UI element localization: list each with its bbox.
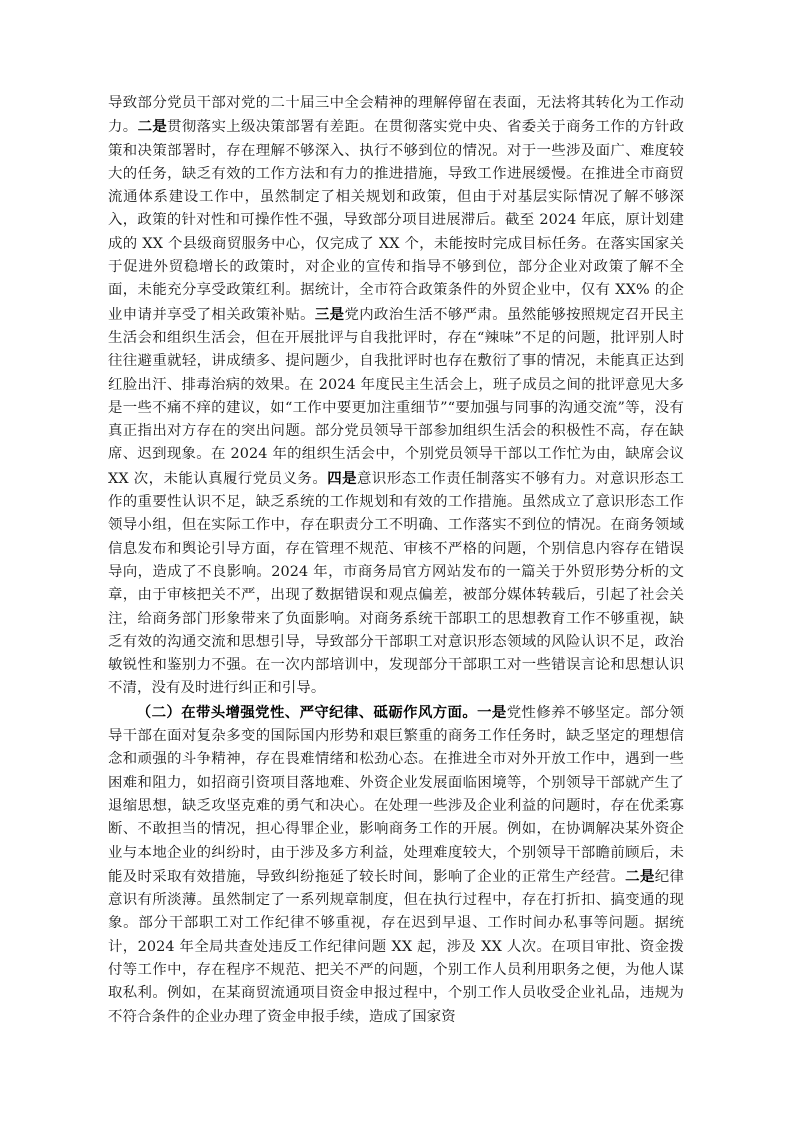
body-text: 意识形态工作责任制落实不够有力。对意识形态工作的重要性认识不足，缺乏系统的工作规划和有效的工作措施。虽然成立了意识形态工作领导小组，但在实际工作中，存在职责分工不明确、工作落实不到位的情况。在商务领域信息发布和舆论引导方面，存在管理不规范、审核不严格的问题，个别信息内容存在错误导向，造成了不良影响。2024 年，市商务局官方网站发布的一篇关于外贸形势分析的文章，由于审核把关不严，出现了数据错误和观点偏差，被部分媒体转载后，引起了社会关注，给商务部门形象带来了负面影响。对商务系统干部职工的思想教育工作不够重视，缺乏有效的沟通交流和思想引导，导致部分干部职工对意识形态领域的风险认识不足，政治敏锐性和鉴别力不强。在一次内部培训中，发现部分干部职工对一些错误言论和思想认识不清，没有及时进行纠正和引导。 <box>108 470 684 697</box>
bold-lead-phrase: 四是 <box>327 469 357 487</box>
bold-lead-phrase: （二）在带头增强党性、严守纪律、砥砺作风方面。一是 <box>136 703 507 721</box>
body-text: 党性修养不够坚定。部分领导干部在面对复杂多变的国际国内形势和艰巨繁重的商务工作任务时，缺乏坚定的理想信念和顽强的斗争精神，存在畏难情绪和松劲心态。在推进全市对外开放工作中，遇到一些困难和阻力，如招商引资项目落地难、外资企业发展面临困境等，个别领导干部就产生了退缩思想，缺乏攻坚克难的勇气和决心。在处理一些涉及企业利益的问题时，存在优柔寡断、不敢担当的情况，担心得罪企业，影响商务工作的开展。例如，在协调解决某外资企业与本地企业的纠纷时，由于涉及多方利益，处理难度较大，个别领导干部瞻前顾后，未能及时采取有效措施，导致纠纷拖延了较长时间，影响了企业的正常生产经营。 <box>108 704 684 885</box>
bold-lead-phrase: 二是 <box>625 867 655 885</box>
document-page <box>108 92 684 1029</box>
body-text: 导致部分党员干部对党的二十届三中全会精神的理解停留在表面，无法将其转化为工作动力。 <box>108 95 684 136</box>
body-text: 贯彻落实上级决策部署有差距。在贯彻落实党中央、省委关于商务工作的方针政策和决策部署时，存在理解不够深入、执行不够到位的情况。对于一些涉及面广、难度较大的任务，缺乏有效的工作方法和有力的推进措施，导致工作进展缓慢。在推进全市商贸流通体系建设工作中，虽然制定了相关规划和政策，但由于对基层实际情况了解不够深入，政策的针对性和可操作性不强，导致部分项目进展滞后。截至 2024 年底，原计划建成的 XX 个县级商贸服务中心，仅完成了 XX 个，未能按时完成目标任务。在落实国家关于促进外贸稳增长的政策时，对企业的宣传和指导不够到位，部分企业对政策了解不全面，未能充分享受政策红利。据统计，全市符合政策条件的外贸企业中，仅有 XX% 的企业申请并享受了相关政策补贴。 <box>108 119 685 323</box>
body-text: 党内政治生活不够严肃。虽然能够按照规定召开民主生活会和组织生活会，但在开展批评与自我批评时，存在“辣味”不足的问题，批评别人时往往避重就轻，讲成绩多、提问题少，自我批评时也存在敷衍了事的情况，未能真正达到红脸出汗、排毒治病的效果。在 2024 年度民主生活会上，班子成员之间的批评意见大多是一些不痛不痒的建议，如“工作中要更加注重细节”“要加强与同事的沟通交流”等，没有真正指出对方存在的突出问题。部分党员领导干部参加组织生活会的积极性不高，存在缺席、迟到现象。在 2024 年的组织生活会中，个别党员领导干部以工作忙为由，缺席会议 XX 次，未能认真履行党员义务。 <box>108 306 685 487</box>
bold-lead-phrase: 三是 <box>314 305 345 323</box>
paragraph-2 <box>108 701 684 1029</box>
bold-lead-phrase: 二是 <box>137 118 168 136</box>
paragraph-1 <box>108 92 684 701</box>
body-text: 纪律意识有所淡薄。虽然制定了一系列规章制度，但在执行过程中，存在打折扣、搞变通的现象。部分干部职工对工作纪律不够重视，存在迟到早退、工作时间办私事等问题。据统计，2024 年全局共查处违反工作纪律问题 XX 起，涉及 XX 人次。在项目审批、资金拨付等工作中，存在程序不规范、把关不严的问题，个别工作人员利用职务之便，为他人谋取私利。例如，在某商贸流通项目资金申报过程中，个别工作人员收受企业礼品，违规为不符合条件的企业办理了资金申报手续，造成了国家资 <box>108 868 685 1025</box>
